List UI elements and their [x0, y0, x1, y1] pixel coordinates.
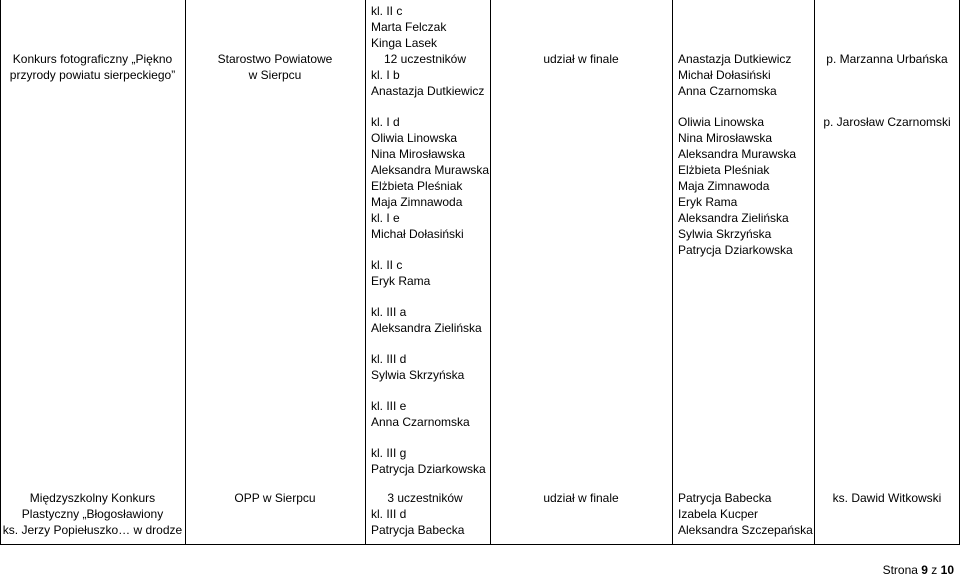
competition-name-line: przyrody powiatu sierpeckiego”	[9, 68, 176, 82]
spacer	[371, 242, 489, 257]
participant-name: Maja Zimnawoda	[371, 195, 463, 209]
competition-name-line: Plastyczny „Błogosławiony	[21, 507, 164, 521]
finalist-name: Eryk Rama	[678, 195, 738, 209]
table-border	[0, 544, 960, 545]
organizer-line: w Sierpcu	[248, 68, 302, 82]
finalist-name: Patrycja Dziarkowska	[678, 243, 793, 257]
competition-name-line: Konkurs fotograficzny „Piękno	[12, 52, 173, 66]
table-border	[365, 0, 366, 545]
finalists-cell	[678, 490, 813, 538]
total-pages: 10	[940, 563, 954, 577]
class-label: kl. I b	[371, 68, 400, 82]
finalist-name: Aleksandra Murawska	[678, 147, 797, 161]
finalist-name: Sylwia Skrzyńska	[678, 227, 772, 241]
finalist-name: Anna Czarnomska	[678, 84, 777, 98]
participants-cell	[371, 114, 489, 477]
table-border	[672, 0, 673, 545]
teacher-name: p. Marzanna Urbańska	[826, 52, 948, 66]
finalist-name: Izabela Kucper	[678, 507, 759, 521]
finalists-cell	[678, 51, 813, 99]
class-label: kl. III d	[371, 352, 407, 366]
class-label: kl. I d	[371, 115, 400, 129]
participant-name: Anna Czarnomska	[371, 415, 470, 429]
result-text: udział w finale	[543, 52, 619, 66]
finalist-name: Oliwia Linowska	[678, 115, 765, 129]
class-label: kl. III g	[371, 446, 407, 460]
table-border	[814, 0, 815, 545]
class-label: kl. III d	[371, 507, 407, 521]
class-label: kl. II c	[371, 4, 403, 18]
participant-name: Marta Felczak	[371, 20, 447, 34]
participant-name: Oliwia Linowska	[371, 131, 458, 145]
class-label: kl. III a	[371, 305, 407, 319]
finalist-name: Maja Zimnawoda	[678, 179, 770, 193]
participant-name: Anastazja Dutkiewicz	[371, 84, 485, 98]
finalist-name: Anastazja Dutkiewicz	[678, 52, 792, 66]
finalist-name: Patrycja Babecka	[678, 491, 772, 505]
finalist-name: Michał Dołasiński	[678, 68, 771, 82]
participant-name: Sylwia Skrzyńska	[371, 368, 465, 382]
teacher-cell	[815, 114, 959, 130]
participant-name: Aleksandra Murawska	[371, 163, 490, 177]
page-number-prefix: Strona	[882, 563, 918, 577]
organizer-line: OPP w Sierpcu	[234, 491, 316, 505]
competition-name-line: Międzyszkolny Konkurs	[29, 491, 156, 505]
page-number-separator: z	[931, 563, 938, 577]
result-text: udział w finale	[543, 491, 619, 505]
teacher-cell	[815, 51, 959, 67]
participant-count: 12 uczestników	[383, 52, 467, 66]
result-cell	[491, 51, 671, 67]
spacer	[371, 430, 489, 445]
result-cell	[491, 490, 671, 506]
teacher-cell	[815, 490, 959, 506]
participant-count: 3 uczestników	[387, 491, 463, 505]
finalist-name: Aleksandra Szczepańska	[678, 523, 813, 537]
participant-name: Michał Dołasiński	[371, 227, 464, 241]
class-label: kl. III e	[371, 399, 407, 413]
table-border	[490, 0, 491, 545]
participant-name: Patrycja Babecka	[371, 523, 465, 537]
organizer-cell	[186, 490, 364, 506]
spacer	[371, 336, 489, 351]
participant-name: Nina Mirosławska	[371, 147, 466, 161]
competition-name-cell	[1, 490, 184, 538]
finalist-name: Nina Mirosławska	[678, 131, 773, 145]
teacher-name: p. Jarosław Czarnomski	[823, 115, 951, 129]
spacer	[371, 383, 489, 398]
participant-name: Eryk Rama	[371, 274, 431, 288]
organizer-line: Starostwo Powiatowe	[217, 52, 333, 66]
participant-name: Aleksandra Zielińska	[371, 321, 482, 335]
current-page: 9	[921, 563, 928, 577]
spacer	[371, 289, 489, 304]
class-label: kl. II c	[371, 258, 403, 272]
participants-cell	[371, 490, 489, 538]
participants-cell	[371, 3, 489, 99]
participant-name: Kinga Lasek	[371, 36, 438, 50]
finalist-name: Aleksandra Zielińska	[678, 211, 789, 225]
competition-name-cell	[1, 51, 184, 83]
participant-name: Patrycja Dziarkowska	[371, 462, 486, 476]
organizer-cell	[186, 51, 364, 83]
participant-name: Elżbieta Pleśniak	[371, 179, 463, 193]
competition-name-line: ks. Jerzy Popiełuszko… w drodze	[2, 523, 183, 537]
teacher-name: ks. Dawid Witkowski	[832, 491, 942, 505]
class-label: kl. I e	[371, 211, 400, 225]
finalists-cell	[678, 114, 813, 258]
finalist-name: Elżbieta Pleśniak	[678, 163, 770, 177]
